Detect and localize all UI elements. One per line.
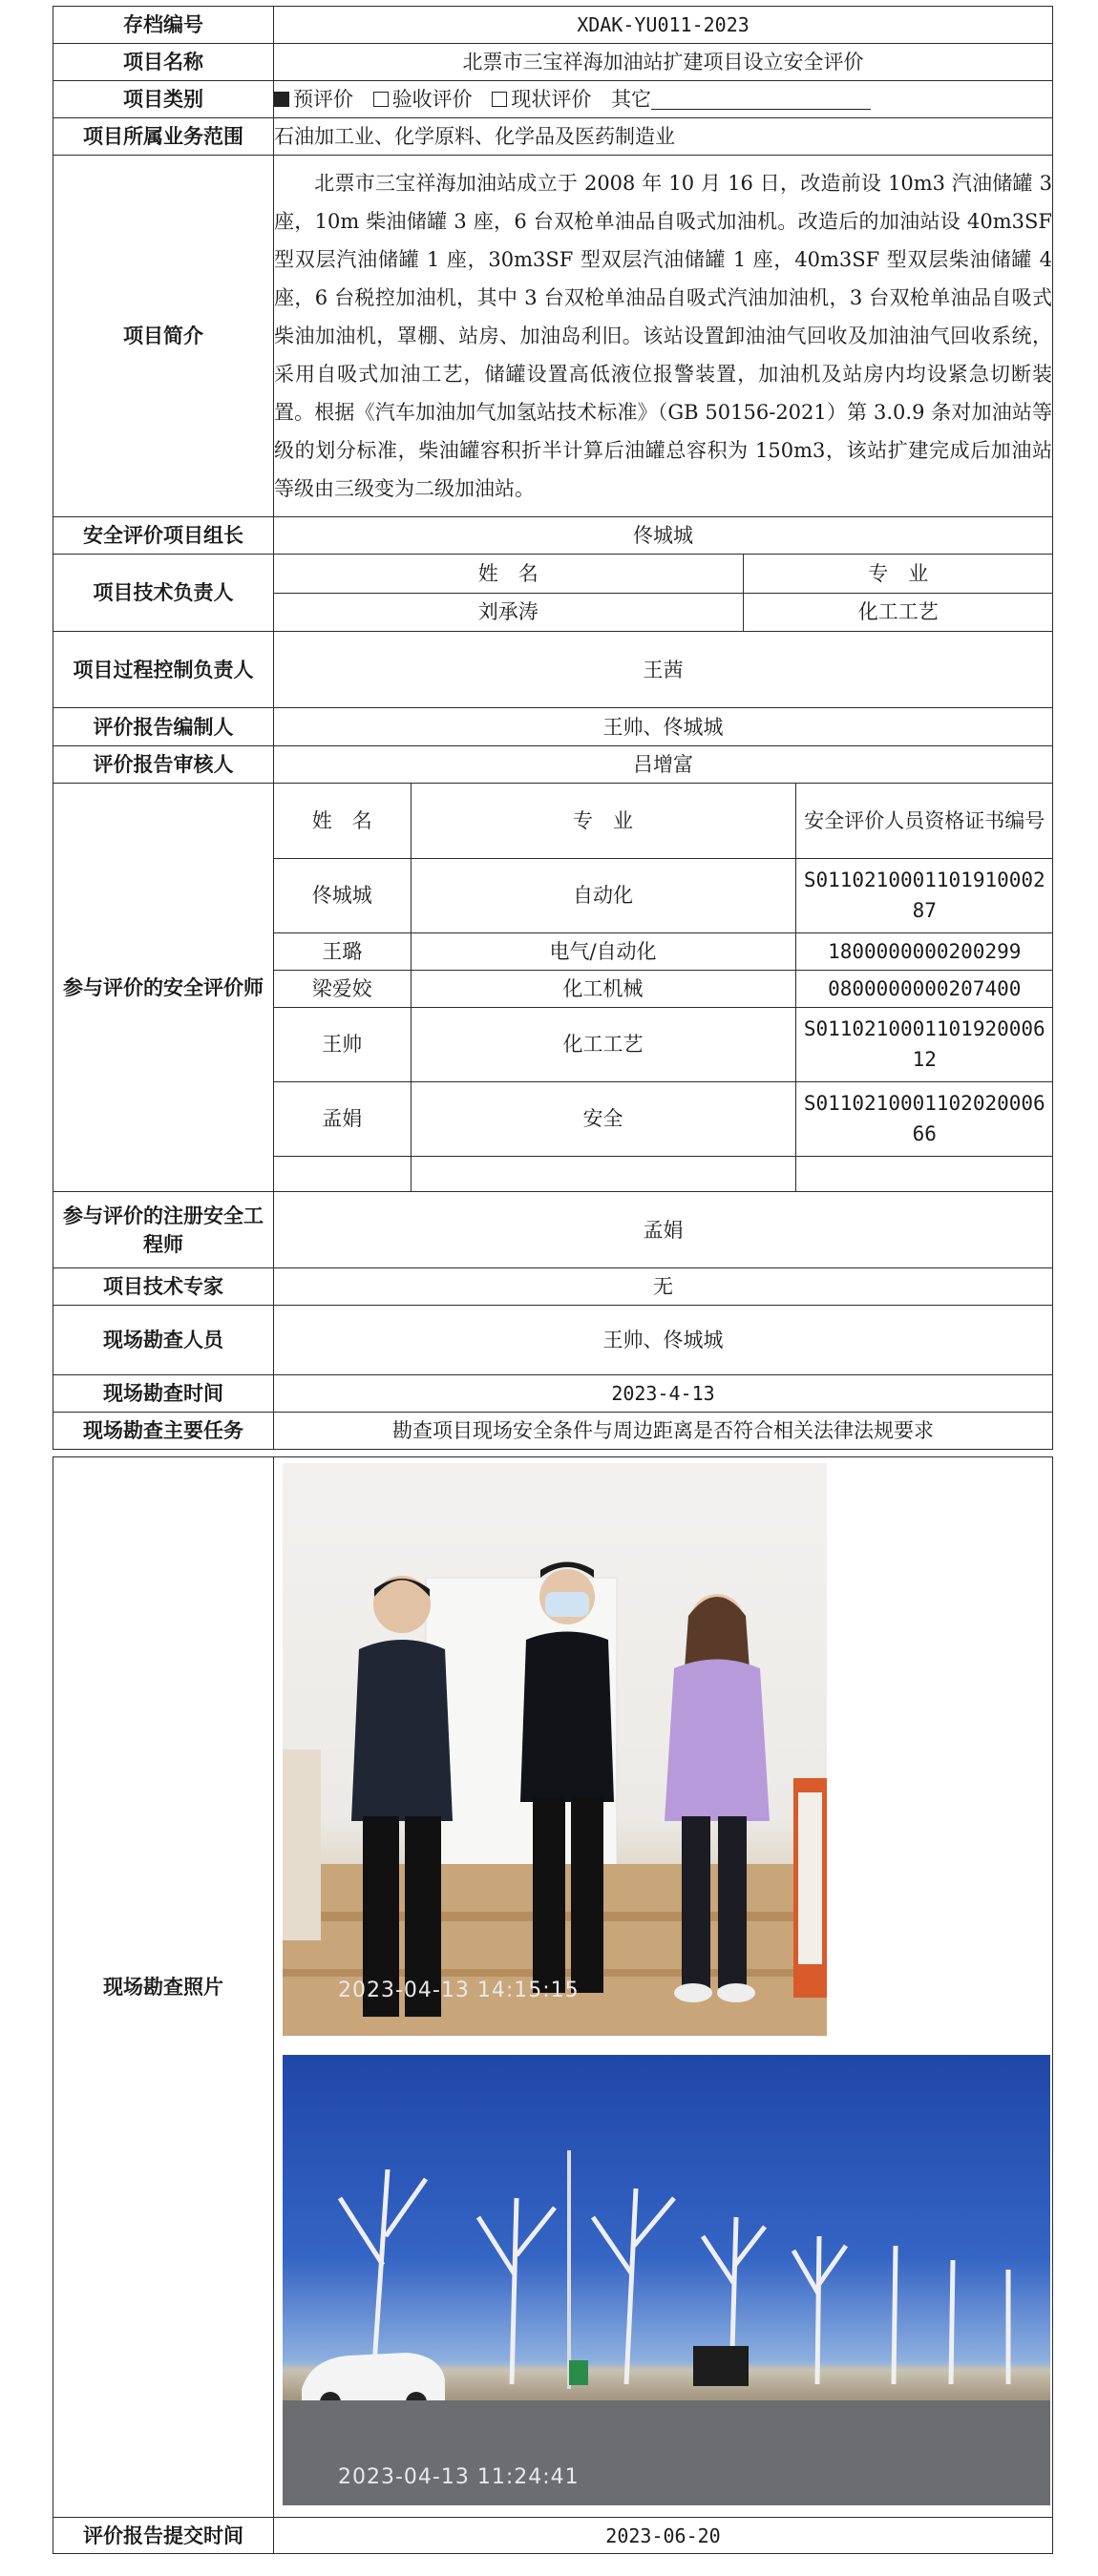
table-row — [274, 1081, 1053, 1156]
project-intro-text — [274, 156, 1053, 517]
archive-no-label: 存档编号 — [53, 7, 274, 44]
project-name-value: 北票市三宝祥海加油站扩建项目设立安全评价 — [274, 44, 1053, 81]
evaluators-cell — [274, 784, 1053, 1192]
record-table — [53, 6, 1053, 2554]
process-control-value: 王茜 — [274, 632, 1053, 708]
evaluators-label: 参与评价的安全评价师 — [53, 784, 274, 1192]
row-registered-engineer — [53, 1192, 1053, 1268]
evaluator-header-major: 专 业 — [411, 784, 795, 858]
report-author-value: 王帅、佟城城 — [274, 708, 1053, 746]
evaluator-name: 孟娟 — [274, 1081, 411, 1156]
table-row — [274, 858, 1053, 932]
blank-line — [651, 90, 871, 110]
report-author-label: 评价报告编制人 — [53, 708, 274, 746]
row-survey-time — [53, 1375, 1053, 1413]
survey-staff-value: 王帅、佟城城 — [274, 1306, 1053, 1375]
process-control-label: 项目过程控制负责人 — [53, 632, 274, 708]
table-row — [274, 932, 1053, 970]
roadside-photo-illustration — [283, 2055, 1050, 2505]
evaluators-table — [274, 784, 1053, 1191]
checkbox-empty-icon — [492, 92, 507, 107]
evaluator-name: 梁爱姣 — [274, 970, 411, 1007]
tech-expert-label: 项目技术专家 — [53, 1268, 274, 1306]
row-survey-task — [53, 1413, 1053, 1450]
photo-timestamp: 2023-04-13 11:24:41 — [338, 2465, 580, 2489]
evaluator-header-name: 姓 名 — [274, 784, 411, 858]
tech-lead-name: 刘承涛 — [274, 593, 743, 631]
submit-time-value: 2023-06-20 — [274, 2518, 1053, 2554]
project-name-label: 项目名称 — [53, 44, 274, 81]
checkbox-empty-icon — [373, 92, 389, 107]
category-option-3: 现状评价 — [492, 88, 591, 111]
survey-time-label: 现场勘查时间 — [53, 1375, 274, 1413]
evaluator-cert: 1800000000200299 — [795, 932, 1053, 970]
people-photo-illustration — [283, 1463, 827, 2036]
evaluator-cert: S011021000110202000666 — [795, 1081, 1053, 1156]
survey-photo-people — [283, 1463, 827, 2036]
submit-time-label: 评价报告提交时间 — [53, 2518, 274, 2554]
row-report-author — [53, 708, 1053, 746]
project-intro-body: 北票市三宝祥海加油站成立于 2008 年 10 月 16 日，改造前设 10m3 汽油储罐 3 座，10m 柴油储罐 3 座，6 台双枪单油品自吸式加油机。改造后的加油站设 40m3SF 型双层汽油储罐 1 座，30m3SF 型双层汽油储罐 1 座，40m3SF 型双层柴油储罐 4 座，6 台税控加油机，其中 3 台双枪单油品自吸式汽油加油机，3 台双枪单油品自吸式柴油加油机，罩棚、站房、加油岛利旧。该站设置卸油油气回收及加油油气回收系统，采用自吸式加油工艺，储罐设置高低液位报警装置，加油机及站房内均设紧急切断装置。根据《汽车加油加气加氢站技术标准》（GB 50156-2021）第 3.0.9 条对加油站等级的划分标准，柴油罐容积折半计算后油罐总容积为 150m3，该站扩建完成后加油站等级由三级变为二级加油站。 — [274, 172, 1052, 500]
project-category-label: 项目类别 — [53, 81, 274, 118]
tech-lead-label: 项目技术负责人 — [53, 555, 274, 632]
project-category-options — [274, 81, 1053, 118]
team-leader-label: 安全评价项目组长 — [53, 517, 274, 555]
checkbox-checked-icon — [274, 92, 289, 107]
row-submit-time — [53, 2518, 1053, 2554]
archive-no-value: XDAK-YU011-2023 — [274, 7, 1053, 44]
evaluator-major: 安全 — [411, 1081, 795, 1156]
evaluator-name: 王帅 — [274, 1007, 411, 1081]
row-tech-lead — [53, 555, 1053, 632]
table-row-empty — [274, 1156, 1053, 1191]
tech-expert-value: 无 — [274, 1268, 1053, 1306]
category-option-2: 验收评价 — [373, 88, 473, 111]
row-report-reviewer — [53, 746, 1053, 784]
evaluator-cert: 0800000000207400 — [795, 970, 1053, 1007]
row-process-control — [53, 632, 1053, 708]
row-tech-expert — [53, 1268, 1053, 1306]
evaluator-name — [274, 1156, 411, 1191]
project-intro-label: 项目简介 — [53, 156, 274, 517]
evaluator-major: 电气/自动化 — [411, 932, 795, 970]
business-scope-label: 项目所属业务范围 — [53, 118, 274, 156]
registered-engineer-label: 参与评价的注册安全工程师 — [53, 1192, 274, 1268]
row-evaluators — [53, 784, 1053, 1192]
row-survey-staff — [53, 1306, 1053, 1375]
evaluation-record-form — [53, 6, 1052, 2554]
evaluator-name: 佟城城 — [274, 858, 411, 932]
tech-lead-header-major: 专 业 — [743, 555, 1053, 593]
team-leader-value: 佟城城 — [274, 517, 1053, 555]
row-project-intro — [53, 156, 1053, 517]
evaluator-major: 自动化 — [411, 858, 795, 932]
evaluator-major — [411, 1156, 795, 1191]
business-scope-value: 石油加工业、化学原料、化学品及医药制造业 — [274, 118, 1053, 156]
registered-engineer-value: 孟娟 — [274, 1192, 1053, 1268]
survey-photos-label: 现场勘查照片 — [53, 1457, 274, 2518]
survey-task-value: 勘查项目现场安全条件与周边距离是否符合相关法律法规要求 — [274, 1413, 1053, 1450]
evaluator-cert: S011021000110191000287 — [795, 858, 1053, 932]
evaluator-cert — [795, 1156, 1053, 1191]
evaluator-name: 王璐 — [274, 932, 411, 970]
survey-task-label: 现场勘查主要任务 — [53, 1413, 274, 1450]
survey-staff-label: 现场勘查人员 — [53, 1306, 274, 1375]
row-business-scope — [53, 118, 1053, 156]
report-reviewer-value: 吕增富 — [274, 746, 1053, 784]
evaluator-major: 化工工艺 — [411, 1007, 795, 1081]
row-project-category — [53, 81, 1053, 118]
evaluator-cert: S011021000110192000612 — [795, 1007, 1053, 1081]
tech-lead-header-name: 姓 名 — [274, 555, 743, 593]
row-archive-no — [53, 7, 1053, 44]
category-other: 其它 — [611, 88, 871, 111]
evaluator-header-cert: 安全评价人员资格证书编号 — [795, 784, 1053, 858]
category-option-1: 预评价 — [274, 88, 353, 111]
table-row — [274, 1007, 1053, 1081]
survey-time-value: 2023-4-13 — [274, 1375, 1053, 1413]
report-reviewer-label: 评价报告审核人 — [53, 746, 274, 784]
tech-lead-cell — [274, 555, 1053, 632]
row-project-name — [53, 44, 1053, 81]
survey-photo-roadside — [283, 2055, 1050, 2505]
survey-photos-cell — [274, 1457, 1053, 2518]
row-survey-photos — [53, 1457, 1053, 2518]
photo-timestamp: 2023-04-13 14:15:15 — [338, 1979, 580, 2002]
table-row — [274, 970, 1053, 1007]
tech-lead-major: 化工工艺 — [743, 593, 1053, 631]
evaluator-major: 化工机械 — [411, 970, 795, 1007]
row-team-leader — [53, 517, 1053, 555]
tech-lead-table — [274, 555, 1053, 631]
